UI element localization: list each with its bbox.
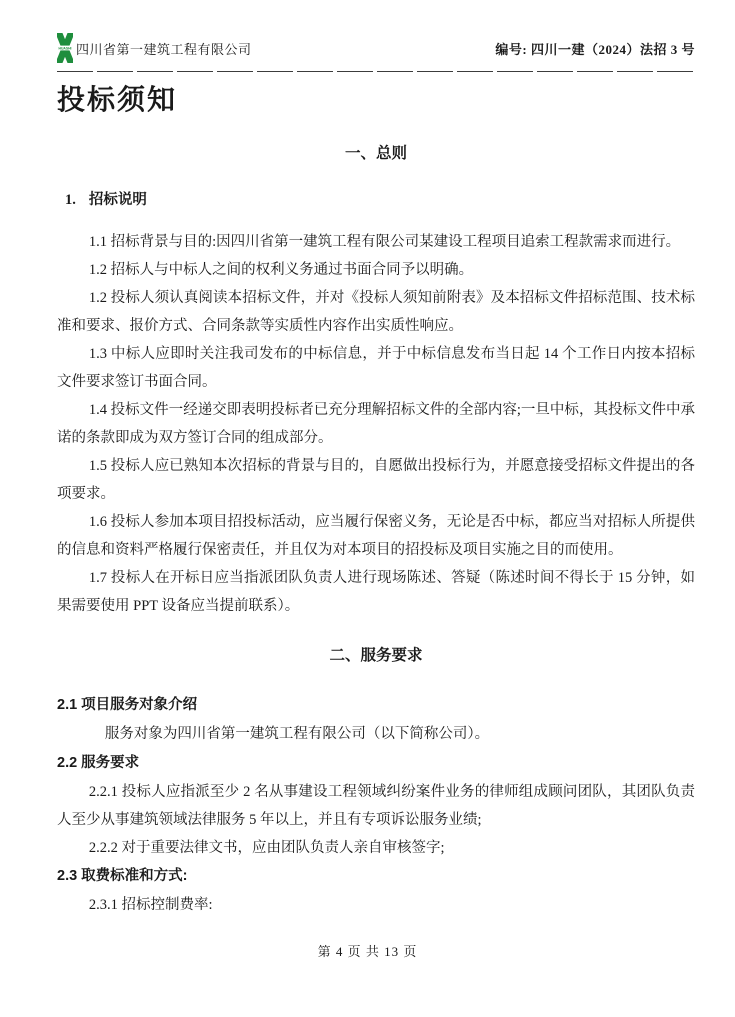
- heading-label: 招标说明: [88, 192, 147, 208]
- numbered-heading: [57, 189, 695, 211]
- paragraph: 1.7 投标人在开标日应当指派团队负责人进行现场陈述、答疑（陈述时间不得长于 15 分钟，如果需要使用 PPT 设备应当提前联系）。: [57, 570, 695, 614]
- paragraph: 1.6 投标人参加本项目招投标活动，应当履行保密义务，无论是否中标，都应当对招标人所提供的信息和资料严格履行保密责任，并且仅为对本项目的招投标及项目实施之目的而使用。: [57, 514, 695, 558]
- paragraph: 2.2.2 对于重要法律文书，应由团队负责人亲自审核签字;: [88, 840, 445, 856]
- paragraph: 1.5 投标人应已熟知本次招标的背景与目的，自愿做出投标行为，并愿意接受招标文件提出的各项要求。: [57, 458, 695, 502]
- paragraph: 2.3.1 招标控制费率:: [88, 897, 213, 913]
- paragraph: 1.1 招标背景与目的:因四川省第一建筑工程有限公司某建设工程项目追索工程款需求而进行。: [88, 234, 681, 250]
- page-title: 投标须知: [57, 85, 178, 116]
- bold-subhead: 2.1 项目服务对象介绍: [57, 697, 198, 713]
- company-logo-icon: [57, 33, 73, 63]
- paragraph: 1.3 中标人应即时关注我司发布的中标信息，并于中标信息发布当日起 14 个工作日内按本招标文件要求签订书面合同。: [57, 346, 695, 390]
- page-indicator: 第 4 页 共 13 页: [317, 944, 418, 959]
- company-name: 四川省第一建筑工程有限公司: [76, 41, 252, 57]
- paragraph: 1.2 招标人与中标人之间的权利义务通过书面合同予以明确。: [88, 262, 474, 278]
- bold-subhead: 2.3 取费标准和方式:: [57, 868, 188, 884]
- page-header: [57, 33, 695, 63]
- page-footer: [0, 941, 735, 960]
- paragraph: 2.2.1 投标人应指派至少 2 名从事建设工程领域纠纷案件业务的律师组成顾问团队，其团队负责人至少从事建筑领域法律服务 5 年以上，并且有专项诉讼服务业绩;: [57, 784, 695, 828]
- paragraph: 1.2 投标人须认真阅读本招标文件，并对《投标人须知前附表》及本招标文件招标范围、技术标准和要求、报价方式、合同条款等实质性内容作出实质性响应。: [57, 290, 695, 334]
- bold-subhead: 2.2 服务要求: [57, 755, 140, 771]
- center-heading: 一、总则: [344, 145, 407, 162]
- heading-number: 1.: [65, 192, 76, 208]
- svg-text:HUASHI: HUASHI: [58, 46, 72, 51]
- document-number: 编号: 四川一建（2024）法招 3 号: [495, 41, 695, 57]
- document-body: [57, 143, 695, 919]
- document-content: [57, 84, 695, 919]
- header-divider: [57, 71, 695, 72]
- paragraph: 1.4 投标文件一经递交即表明投标者已充分理解招标文件的全部内容;一旦中标，其投标文件中承诺的条款即成为双方签订合同的组成部分。: [57, 402, 695, 446]
- center-heading: 二、服务要求: [329, 647, 423, 664]
- paragraph-indent3: 服务对象为四川省第一建筑工程有限公司（以下简称公司）。: [104, 726, 490, 742]
